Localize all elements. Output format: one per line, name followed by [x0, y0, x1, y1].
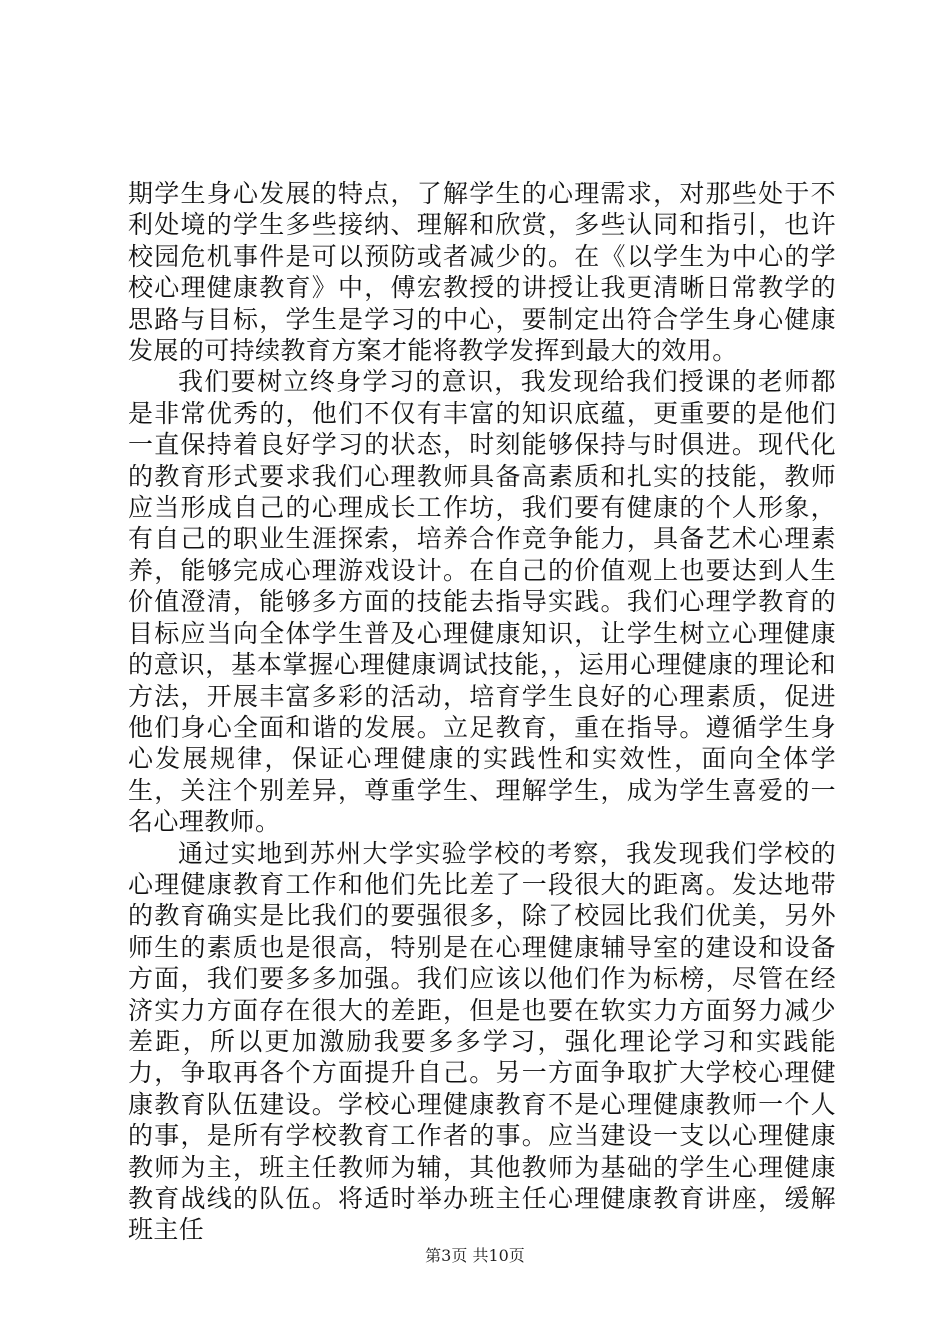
paragraph-2: 我们要树立终身学习的意识，我发现给我们授课的老师都是非常优秀的，他们不仅有丰富的知识底蕴，更重要的是他们一直保持着良好学习的状态，时刻能够保持与时俱进。现代化的教育形式要求我们心理教师具备高素质和扎实的技能，教师应当形成自己的心理成长工作坊，我们要有健康的个人形象，有自己的职业生涯探索，培养合作竞争能力，具备艺术心理素养，能够完成心理游戏设计。在自己的价值观上也要达到人生价值澄清，能够多方面的技能去指导实践。我们心理学教育的目标应当向全体学生普及心理健康知识，让学生树立心理健康的意识，基本掌握心理健康调试技能，，运用心理健康的理论和方法，开展丰富多彩的活动，培育学生良好的心理素质，促进他们身心全面和谐的发展。立足教育，重在指导。遵循学生身心发展规律，保证心理健康的实践性和实效性，面向全体学生，关注个别差异，尊重学生、理解学生，成为学生喜爱的一名心理教师。: [128, 367, 836, 837]
page-number-footer: 第3页 共10页: [425, 1246, 525, 1265]
paragraph-1: 期学生身心发展的特点，了解学生的心理需求，对那些处于不利处境的学生多些接纳、理解和欣赏，多些认同和指引，也许校园危机事件是可以预防或者减少的。在《以学生为中心的学校心理健康教育》中，傅宏教授的讲授让我更清晰日常教学的思路与目标，学生是学习的中心，要制定出符合学生身心健康发展的可持续教育方案才能将教学发挥到最大的效用。: [128, 179, 836, 366]
document-body: [128, 178, 836, 1246]
paragraph-3: 通过实地到苏州大学实验学校的考察，我发现我们学校的心理健康教育工作和他们先比差了一段很大的距离。发达地带的教育确实是比我们的要强很多，除了校园比我们优美，另外师生的素质也是很高，特别是在心理健康辅导室的建设和设备方面，我们要多多加强。我们应该以他们作为标榜，尽管在经济实力方面存在很大的差距，但是也要在软实力方面努力减少差距，所以更加激励我要多多学习，强化理论学习和实践能力，争取再各个方面提升自己。另一方面争取扩大学校心理健康教育队伍建设。学校心理健康教育不是心理健康教师一个人的事，是所有学校教育工作者的事。应当建设一支以心理健康教师为主，班主任教师为辅，其他教师为基础的学生心理健康教育战线的队伍。将适时举办班主任心理健康教育讲座，缓解班主任: [128, 838, 836, 1245]
